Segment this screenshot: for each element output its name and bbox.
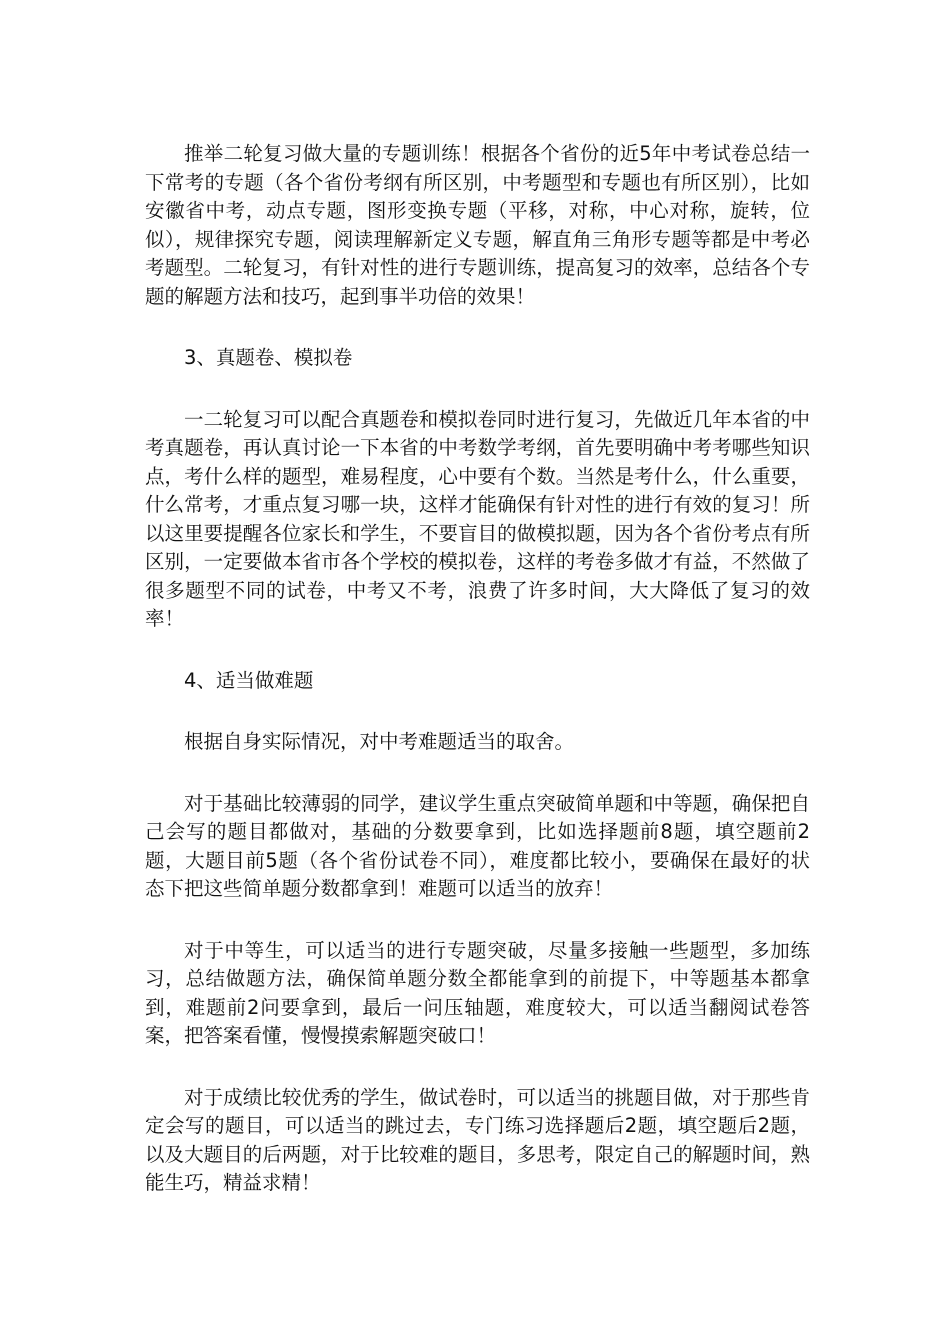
paragraph-weak-students: 对于基础比较薄弱的同学，建议学生重点突破简单题和中等题，确保把自己会写的题目都做对，基础的分数要拿到，比如选择题前8题，填空题前2题，大题目前5题（各个省份试卷不同），难度都比较小，要确保在最好的状态下把这些简单题分数都拿到！难题可以适当的放弃！ <box>145 791 810 900</box>
section-heading-4: 4、适当做难题 <box>184 668 314 692</box>
section-heading-3: 3、真题卷、模拟卷 <box>184 346 353 369</box>
paragraph-intro: 推举二轮复习做大量的专题训练！根据各个省份的近5年中考试卷总结一下常考的专题（各个省份考纲有所区别，中考题型和专题也有所区别），比如安徽省中考，动点专题，图形变换专题（平移，对称，中心对称，旋转，位似），规律探究专题，阅读理解新定义专题，解直角三角形专题等都是中考必考题型。二轮复习，有针对性的进行专题训练，提高复习的效率，总结各个专题的解题方法和技巧，起到事半功倍的效果！ <box>145 142 810 308</box>
paragraph-average-students: 对于中等生，可以适当的进行专题突破，尽量多接触一些题型，多加练习，总结做题方法，确保简单题分数全都能拿到的前提下，中等题基本都拿到，难题前2问要拿到，最后一问压轴题，难度较大，可以适当翻阅试卷答案，把答案看懂，慢慢摸索解题突破口！ <box>145 938 810 1047</box>
document-body <box>145 140 810 1231</box>
paragraph-top-students: 对于成绩比较优秀的学生，做试卷时，可以适当的挑题目做，对于那些肯定会写的题目，可以适当的跳过去，专门练习选择题后2题，填空题后2题，以及大题目的后两题，对于比较难的题目，多思考，限定自己的解题时间，熟能生巧，精益求精！ <box>145 1085 810 1194</box>
paragraph-selection: 根据自身实际情况，对中考难题适当的取舍。 <box>184 730 575 753</box>
paragraph-exam-papers: 一二轮复习可以配合真题卷和模拟卷同时进行复习，先做近几年本省的中考真题卷，再认真讨论一下本省的中考数学考纲，首先要明确中考考哪些知识点，考什么样的题型，难易程度，心中要有个数。当然是考什么，什么重要，什么常考，才重点复习哪一块，这样才能确保有针对性的进行有效的复习！所以这里要提醒各位家长和学生，不要盲目的做模拟题，因为各个省份考点有所区别，一定要做本省市各个学校的模拟卷，这样的考卷多做才有益，不然做了很多题型不同的试卷，中考又不考，浪费了许多时间，大大降低了复习的效率！ <box>145 407 810 630</box>
